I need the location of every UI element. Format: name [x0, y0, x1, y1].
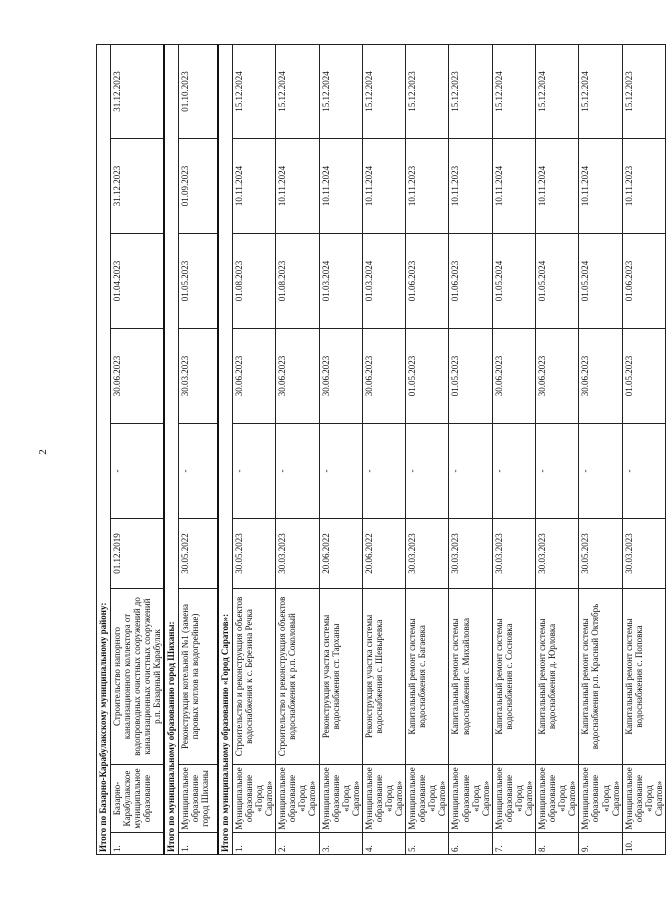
date-1-cell: 30.03.2023 — [622, 519, 665, 589]
date-4-cell: 01.03.2024 — [362, 234, 405, 329]
projects-table — [96, 44, 666, 855]
date-6-cell: 15.12.2024 — [579, 44, 622, 138]
date-4-cell: 01.05.2023 — [178, 234, 218, 329]
date-5-cell: 10.11.2024 — [362, 139, 405, 234]
date-1-cell: 30.03.2023 — [406, 519, 449, 589]
table-row — [536, 44, 579, 854]
row-number-cell: 1. — [178, 833, 218, 855]
date-1-cell: 20.06.2022 — [362, 519, 405, 589]
date-2-cell: - — [178, 424, 218, 519]
table-row — [232, 44, 275, 854]
object-name-cell: Строительство и реконструкция объектов водоснабжения к с. Березина Речка — [232, 589, 275, 765]
date-5-cell: 10.11.2023 — [449, 139, 492, 234]
date-6-cell: 15.12.2024 — [362, 44, 405, 138]
row-number-cell: 8. — [536, 833, 579, 855]
date-2-cell: - — [449, 424, 492, 519]
date-3-cell: 01.05.2023 — [449, 329, 492, 424]
date-1-cell: 30.05.2023 — [232, 519, 275, 589]
municipality-cell: Муниципальное образование «Город Саратов» — [536, 765, 579, 833]
date-2-cell: - — [579, 424, 622, 519]
date-4-cell: 01.08.2023 — [276, 234, 319, 329]
date-4-cell: 01.06.2023 — [622, 234, 665, 329]
municipality-cell: Муниципальное образование город Шиханы — [178, 765, 218, 833]
rotated-table-container — [96, 45, 664, 855]
date-4-cell: 01.08.2023 — [232, 234, 275, 329]
object-name-cell: Капитальный ремонт системы водоснабжения с. Сосновка — [492, 589, 535, 765]
row-number-cell: 1. — [111, 833, 165, 855]
date-4-cell: 01.03.2024 — [319, 234, 362, 329]
date-6-cell: 15.12.2024 — [536, 44, 579, 138]
object-name-cell: Реконструкция участка системы водоснабжения с. Шевыревка — [362, 589, 405, 765]
rotated-table-frame — [96, 45, 664, 855]
date-5-cell: 10.11.2024 — [536, 139, 579, 234]
municipality-cell: Муниципальное образование «Город Саратов» — [319, 765, 362, 833]
section-total-row — [218, 44, 232, 854]
object-name-cell: Капитальный ремонт системы водоснабжения р.п. Красный Октябрь — [579, 589, 622, 765]
date-5-cell: 10.11.2024 — [319, 139, 362, 234]
municipality-cell: Муниципальное образование «Город Саратов» — [492, 765, 535, 833]
table-row — [178, 44, 218, 854]
date-1-cell: 01.12.2019 — [111, 519, 165, 589]
date-5-cell: 31.12.2023 — [111, 139, 165, 234]
date-2-cell: - — [232, 424, 275, 519]
object-name-cell: Капитальный ремонт системы водоснабжения с. Багаевка — [406, 589, 449, 765]
object-name-cell: Реконструкция котельной №1 (замена паровых котлов на водогрейные) — [178, 589, 218, 765]
date-2-cell: - — [319, 424, 362, 519]
date-5-cell: 10.11.2024 — [492, 139, 535, 234]
date-6-cell: 15.12.2024 — [492, 44, 535, 138]
municipality-cell: Базарно-Карабулакское муниципальное образование — [111, 765, 165, 833]
date-1-cell: 30.03.2023 — [492, 519, 535, 589]
municipality-cell: Муниципальное образование «Город Саратов» — [579, 765, 622, 833]
row-number-cell: 6. — [449, 833, 492, 855]
table-body — [97, 44, 666, 854]
date-6-cell: 15.12.2023 — [622, 44, 665, 138]
date-1-cell: 30.03.2023 — [536, 519, 579, 589]
date-3-cell: 01.05.2023 — [406, 329, 449, 424]
table-row — [622, 44, 665, 854]
municipality-cell: Муниципальное образование «Город Саратов» — [362, 765, 405, 833]
date-2-cell: - — [492, 424, 535, 519]
object-name-cell: Строительство и реконструкция объектов водоснабжения к р.п. Соколовый — [276, 589, 319, 765]
date-3-cell: 30.06.2023 — [111, 329, 165, 424]
date-3-cell: 30.06.2023 — [492, 329, 535, 424]
object-name-cell: Реконструкция участка системы водоснабжения ст. Тарханы — [319, 589, 362, 765]
date-6-cell: 01.10.2023 — [178, 44, 218, 138]
row-number-cell: 2. — [276, 833, 319, 855]
date-6-cell: 15.12.2023 — [406, 44, 449, 138]
page-number: 2 — [37, 449, 49, 455]
date-3-cell: 30.06.2023 — [276, 329, 319, 424]
municipality-cell: Муниципальное образование «Город Саратов» — [406, 765, 449, 833]
date-3-cell: 30.06.2023 — [536, 329, 579, 424]
date-4-cell: 01.05.2024 — [492, 234, 535, 329]
table-row — [492, 44, 535, 854]
section-total-label: Итого по муниципальному образованию город Шиханы: — [164, 44, 178, 854]
section-total-label: Итого по Базарно-Карабулакскому муниципальному району: — [97, 44, 111, 854]
row-number-cell: 5. — [406, 833, 449, 855]
section-total-label: Итого по муниципальному образованию «Город Саратов»: — [218, 44, 232, 854]
row-number-cell: 4. — [362, 833, 405, 855]
date-5-cell: 10.11.2023 — [406, 139, 449, 234]
date-6-cell: 15.12.2024 — [319, 44, 362, 138]
table-row — [362, 44, 405, 854]
date-1-cell: 30.05.2022 — [178, 519, 218, 589]
object-name-cell: Капитальный ремонт системы водоснабжения д. Юрловка — [536, 589, 579, 765]
table-row — [111, 44, 165, 854]
table-row — [449, 44, 492, 854]
date-3-cell: 01.05.2023 — [622, 329, 665, 424]
table-row — [319, 44, 362, 854]
date-1-cell: 30.03.2023 — [276, 519, 319, 589]
date-4-cell: 01.04.2023 — [111, 234, 165, 329]
section-total-row — [97, 44, 111, 854]
date-6-cell: 15.12.2024 — [232, 44, 275, 138]
date-1-cell: 20.06.2022 — [319, 519, 362, 589]
date-3-cell: 30.06.2023 — [232, 329, 275, 424]
table-row — [276, 44, 319, 854]
municipality-cell: Муниципальное образование «Город Саратов» — [449, 765, 492, 833]
date-5-cell: 10.11.2024 — [276, 139, 319, 234]
municipality-cell: Муниципальное образование «Город Саратов» — [622, 765, 665, 833]
date-2-cell: - — [362, 424, 405, 519]
date-5-cell: 10.11.2024 — [232, 139, 275, 234]
row-number-cell: 9. — [579, 833, 622, 855]
date-6-cell: 15.12.2024 — [276, 44, 319, 138]
row-number-cell: 1. — [232, 833, 275, 855]
object-name-cell: Строительство напорного канализационного коллектора от водопроводных очистных сооружений до канализационных очистных сооружений р.п. Базарный Карабулак — [111, 589, 165, 765]
date-4-cell: 01.05.2024 — [536, 234, 579, 329]
date-2-cell: - — [406, 424, 449, 519]
date-2-cell: - — [276, 424, 319, 519]
date-4-cell: 01.06.2023 — [449, 234, 492, 329]
table-row — [406, 44, 449, 854]
date-6-cell: 31.12.2023 — [111, 44, 165, 138]
municipality-cell: Муниципальное образование «Город Саратов» — [276, 765, 319, 833]
object-name-cell: Капитальный ремонт системы водоснабжения с. Поповка — [622, 589, 665, 765]
municipality-cell: Муниципальное образование «Город Саратов» — [232, 765, 275, 833]
date-3-cell: 30.06.2023 — [362, 329, 405, 424]
row-number-cell: 10. — [622, 833, 665, 855]
date-2-cell: - — [111, 424, 165, 519]
row-number-cell: 7. — [492, 833, 535, 855]
date-2-cell: - — [536, 424, 579, 519]
date-5-cell: 01.09.2023 — [178, 139, 218, 234]
section-total-row — [164, 44, 178, 854]
date-4-cell: 01.05.2024 — [579, 234, 622, 329]
row-number-cell: 3. — [319, 833, 362, 855]
date-2-cell: - — [622, 424, 665, 519]
date-1-cell: 30.05.2023 — [579, 519, 622, 589]
date-6-cell: 15.12.2023 — [449, 44, 492, 138]
date-5-cell: 10.11.2023 — [622, 139, 665, 234]
date-3-cell: 30.03.2023 — [178, 329, 218, 424]
date-3-cell: 30.06.2023 — [319, 329, 362, 424]
date-3-cell: 30.06.2023 — [579, 329, 622, 424]
date-4-cell: 01.06.2023 — [406, 234, 449, 329]
object-name-cell: Капитальный ремонт системы водоснабжения с. Михайловка — [449, 589, 492, 765]
date-1-cell: 30.03.2023 — [449, 519, 492, 589]
table-row — [579, 44, 622, 854]
date-5-cell: 10.11.2024 — [579, 139, 622, 234]
